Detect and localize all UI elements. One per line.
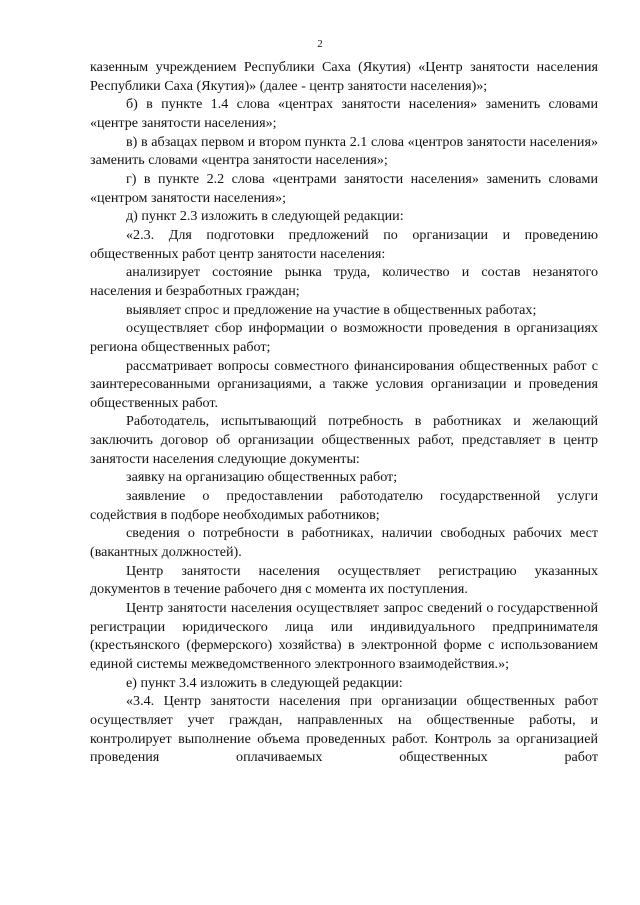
paragraph-item-b: б) в пункте 1.4 слова «центрах занятости населения» заменить словами «центре занятости населения»; [90,96,598,131]
paragraph-identifies-demand: выявляет спрос и предложение на участие в общественных работах; [126,301,537,318]
paragraph-item-d: д) пункт 2.3 изложить в следующей редакции: [126,208,404,225]
paragraph-continuation: казенным учреждением Республики Саха (Якутия) «Центр занятости населения Республики Саха (Якутия)» (далее - центр занятости населения)»; [90,59,598,94]
paragraph-analyzes: анализирует состояние рынка труда, количество и состав незанятого населения и безработных граждан; [90,264,598,299]
paragraph-vacancy-info: сведения о потребности в работниках, наличии свободных рабочих мест (вакантных должностей). [90,525,598,561]
paragraph-clause-2-3: «2.3. Для подготовки предложений по организации и проведению общественных работ центр занятости населения: [90,226,598,262]
paragraph-considers-financing: рассматривает вопросы совместного финансирования общественных работ с заинтересованными организациями, а также условия организации и проведения общественных работ. [90,357,598,411]
document-body [90,58,598,767]
paragraph-item-g: г) в пункте 2.2 слова «центрами занятости населения» заменить словами «центром занятости населения»; [90,170,598,206]
paragraph-employer-documents: Работодатель, испытывающий потребность в работниках и желающий заключить договор об организации общественных работ, представляет в центр занятости населения следующие документы: [90,413,598,467]
paragraph-application: заявку на организацию общественных работ; [126,469,398,486]
paragraph-request-info: Центр занятости населения осуществляет запрос сведений о государственной регистрации юридического лица или индивидуального предпринимателя (крестьянского (фермерского) хозяйства) в электронной форме с использованием единой системы межведомственного электронного взаимодействия.»; [90,600,598,672]
paragraph-clause-3-4: «3.4. Центр занятости населения при организации общественных работ осуществляет учет граждан, направленных на общественные работы, и контролирует выполнение объема проведенных работ. Контроль за организацией проведения оплачиваемых общественных работ [90,693,598,766]
paragraph-item-v: в) в абзацах первом и втором пункта 2.1 слова «центров занятости населения» заменить словами «центра занятости населения»; [90,133,598,169]
paragraph-item-e: е) пункт 3.4 изложить в следующей редакции: [126,674,403,691]
paragraph-statement: заявление о предоставлении работодателю государственной услуги содействия в подборе необходимых работников; [90,488,598,523]
page-number: 2 [317,38,323,50]
paragraph-collects-info: осуществляет сбор информации о возможности проведения в организациях региона общественных работ; [90,320,598,355]
paragraph-registration: Центр занятости населения осуществляет регистрацию указанных документов в течение рабочего дня с момента их поступления. [90,562,598,598]
